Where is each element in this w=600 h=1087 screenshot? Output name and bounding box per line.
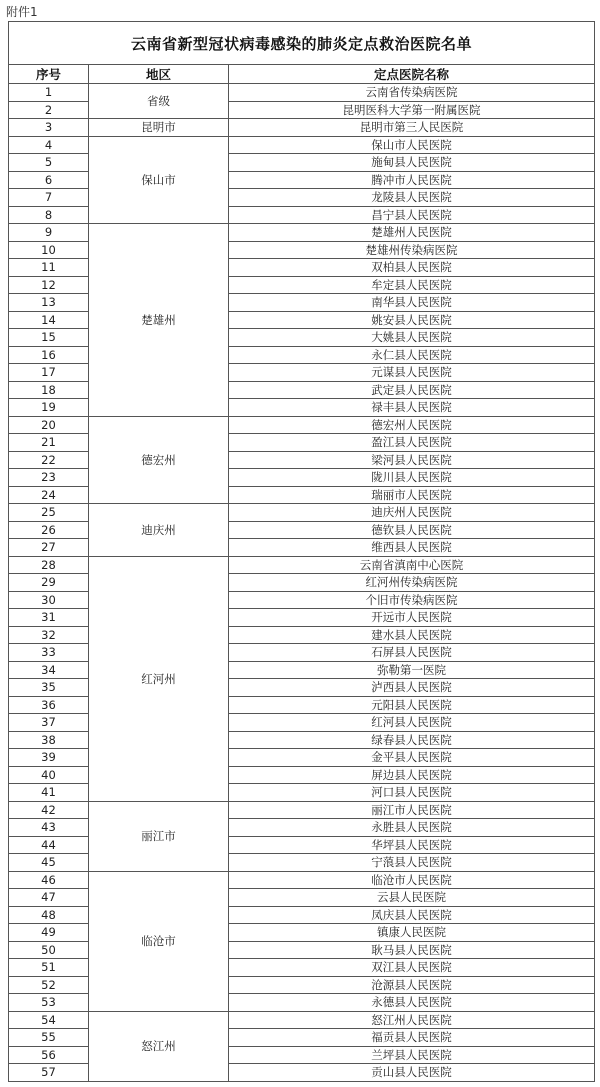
hospital-name: 昌宁县人民医院	[229, 206, 595, 224]
header-region: 地区	[89, 65, 229, 84]
hospital-name: 贡山县人民医院	[229, 1064, 595, 1082]
row-number: 45	[9, 854, 89, 872]
hospital-name: 永胜县人民医院	[229, 819, 595, 837]
hospital-name: 双江县人民医院	[229, 959, 595, 977]
hospital-name: 临沧市人民医院	[229, 871, 595, 889]
table-row	[9, 119, 595, 137]
hospital-name: 河口县人民医院	[229, 784, 595, 802]
row-number: 39	[9, 749, 89, 767]
region-cell: 保山市	[89, 136, 229, 224]
hospital-name: 福贡县人民医院	[229, 1029, 595, 1047]
row-number: 53	[9, 994, 89, 1012]
row-number: 17	[9, 364, 89, 382]
row-number: 12	[9, 276, 89, 294]
row-number: 15	[9, 329, 89, 347]
row-number: 11	[9, 259, 89, 277]
region-cell: 临沧市	[89, 871, 229, 1011]
hospital-name: 永仁县人民医院	[229, 346, 595, 364]
hospital-name: 镇康人民医院	[229, 924, 595, 942]
table-row	[9, 871, 595, 889]
row-number: 22	[9, 451, 89, 469]
row-number: 33	[9, 644, 89, 662]
row-number: 18	[9, 381, 89, 399]
row-number: 52	[9, 976, 89, 994]
row-number: 44	[9, 836, 89, 854]
table-row	[9, 416, 595, 434]
row-number: 46	[9, 871, 89, 889]
row-number: 48	[9, 906, 89, 924]
row-number: 35	[9, 679, 89, 697]
hospital-name: 维西县人民医院	[229, 539, 595, 557]
region-cell: 昆明市	[89, 119, 229, 137]
hospital-name: 个旧市传染病医院	[229, 591, 595, 609]
hospital-name: 宁蒗县人民医院	[229, 854, 595, 872]
row-number: 47	[9, 889, 89, 907]
region-cell: 迪庆州	[89, 504, 229, 557]
row-number: 36	[9, 696, 89, 714]
hospital-name: 怒江州人民医院	[229, 1011, 595, 1029]
region-cell: 楚雄州	[89, 224, 229, 417]
row-number: 6	[9, 171, 89, 189]
document-title: 云南省新型冠状病毒感染的肺炎定点救治医院名单	[9, 22, 595, 65]
hospital-name: 楚雄州人民医院	[229, 224, 595, 242]
row-number: 16	[9, 346, 89, 364]
row-number: 51	[9, 959, 89, 977]
row-number: 34	[9, 661, 89, 679]
row-number: 27	[9, 539, 89, 557]
hospital-name: 迪庆州人民医院	[229, 504, 595, 522]
hospital-name: 开远市人民医院	[229, 609, 595, 627]
hospital-name: 大姚县人民医院	[229, 329, 595, 347]
hospital-list-table	[8, 21, 595, 1082]
hospital-name: 瑞丽市人民医院	[229, 486, 595, 504]
row-number: 13	[9, 294, 89, 312]
row-number: 32	[9, 626, 89, 644]
region-cell: 丽江市	[89, 801, 229, 871]
row-number: 8	[9, 206, 89, 224]
hospital-name: 昆明市第三人民医院	[229, 119, 595, 137]
hospital-name: 云南省传染病医院	[229, 84, 595, 102]
table-row	[9, 801, 595, 819]
row-number: 31	[9, 609, 89, 627]
hospital-name: 牟定县人民医院	[229, 276, 595, 294]
table-row	[9, 84, 595, 102]
hospital-name: 云县人民医院	[229, 889, 595, 907]
hospital-name: 弥勒第一医院	[229, 661, 595, 679]
hospital-name: 石屏县人民医院	[229, 644, 595, 662]
hospital-name: 凤庆县人民医院	[229, 906, 595, 924]
hospital-name: 红河县人民医院	[229, 714, 595, 732]
hospital-name: 龙陵县人民医院	[229, 189, 595, 207]
hospital-name: 盈江县人民医院	[229, 434, 595, 452]
attachment-label: 附件1	[6, 5, 38, 19]
row-number: 10	[9, 241, 89, 259]
hospital-name: 双柏县人民医院	[229, 259, 595, 277]
header-row	[9, 65, 595, 84]
region-cell: 怒江州	[89, 1011, 229, 1081]
hospital-name: 建水县人民医院	[229, 626, 595, 644]
row-number: 20	[9, 416, 89, 434]
hospital-name: 德宏州人民医院	[229, 416, 595, 434]
row-number: 37	[9, 714, 89, 732]
hospital-name: 永德县人民医院	[229, 994, 595, 1012]
row-number: 26	[9, 521, 89, 539]
row-number: 42	[9, 801, 89, 819]
row-number: 4	[9, 136, 89, 154]
hospital-name: 华坪县人民医院	[229, 836, 595, 854]
header-no: 序号	[9, 65, 89, 84]
header-hospital: 定点医院名称	[229, 65, 595, 84]
hospital-name: 丽江市人民医院	[229, 801, 595, 819]
title-row	[9, 22, 595, 65]
row-number: 56	[9, 1046, 89, 1064]
table-row	[9, 136, 595, 154]
hospital-name: 南华县人民医院	[229, 294, 595, 312]
hospital-name: 绿春县人民医院	[229, 731, 595, 749]
hospital-name: 武定县人民医院	[229, 381, 595, 399]
row-number: 2	[9, 101, 89, 119]
row-number: 3	[9, 119, 89, 137]
row-number: 28	[9, 556, 89, 574]
hospital-name: 姚安县人民医院	[229, 311, 595, 329]
row-number: 25	[9, 504, 89, 522]
row-number: 14	[9, 311, 89, 329]
hospital-name: 云南省滇南中心医院	[229, 556, 595, 574]
region-cell: 省级	[89, 84, 229, 119]
hospital-name: 保山市人民医院	[229, 136, 595, 154]
hospital-name: 昆明医科大学第一附属医院	[229, 101, 595, 119]
row-number: 29	[9, 574, 89, 592]
row-number: 50	[9, 941, 89, 959]
row-number: 24	[9, 486, 89, 504]
hospital-name: 德钦县人民医院	[229, 521, 595, 539]
hospital-name: 腾冲市人民医院	[229, 171, 595, 189]
table-row	[9, 556, 595, 574]
row-number: 43	[9, 819, 89, 837]
row-number: 21	[9, 434, 89, 452]
hospital-name: 金平县人民医院	[229, 749, 595, 767]
hospital-name: 屏边县人民医院	[229, 766, 595, 784]
row-number: 19	[9, 399, 89, 417]
row-number: 55	[9, 1029, 89, 1047]
hospital-name: 耿马县人民医院	[229, 941, 595, 959]
table-row	[9, 224, 595, 242]
row-number: 30	[9, 591, 89, 609]
hospital-name: 元谋县人民医院	[229, 364, 595, 382]
hospital-name: 元阳县人民医院	[229, 696, 595, 714]
hospital-name: 禄丰县人民医院	[229, 399, 595, 417]
hospital-name: 陇川县人民医院	[229, 469, 595, 487]
hospital-name: 楚雄州传染病医院	[229, 241, 595, 259]
hospital-name: 施甸县人民医院	[229, 154, 595, 172]
row-number: 7	[9, 189, 89, 207]
table-row	[9, 504, 595, 522]
region-cell: 德宏州	[89, 416, 229, 504]
row-number: 40	[9, 766, 89, 784]
row-number: 38	[9, 731, 89, 749]
row-number: 9	[9, 224, 89, 242]
table-row	[9, 1011, 595, 1029]
row-number: 5	[9, 154, 89, 172]
hospital-name: 沧源县人民医院	[229, 976, 595, 994]
row-number: 49	[9, 924, 89, 942]
hospital-name: 泸西县人民医院	[229, 679, 595, 697]
row-number: 41	[9, 784, 89, 802]
row-number: 54	[9, 1011, 89, 1029]
row-number: 23	[9, 469, 89, 487]
hospital-name: 梁河县人民医院	[229, 451, 595, 469]
row-number: 1	[9, 84, 89, 102]
hospital-name: 红河州传染病医院	[229, 574, 595, 592]
hospital-name: 兰坪县人民医院	[229, 1046, 595, 1064]
row-number: 57	[9, 1064, 89, 1082]
region-cell: 红河州	[89, 556, 229, 801]
